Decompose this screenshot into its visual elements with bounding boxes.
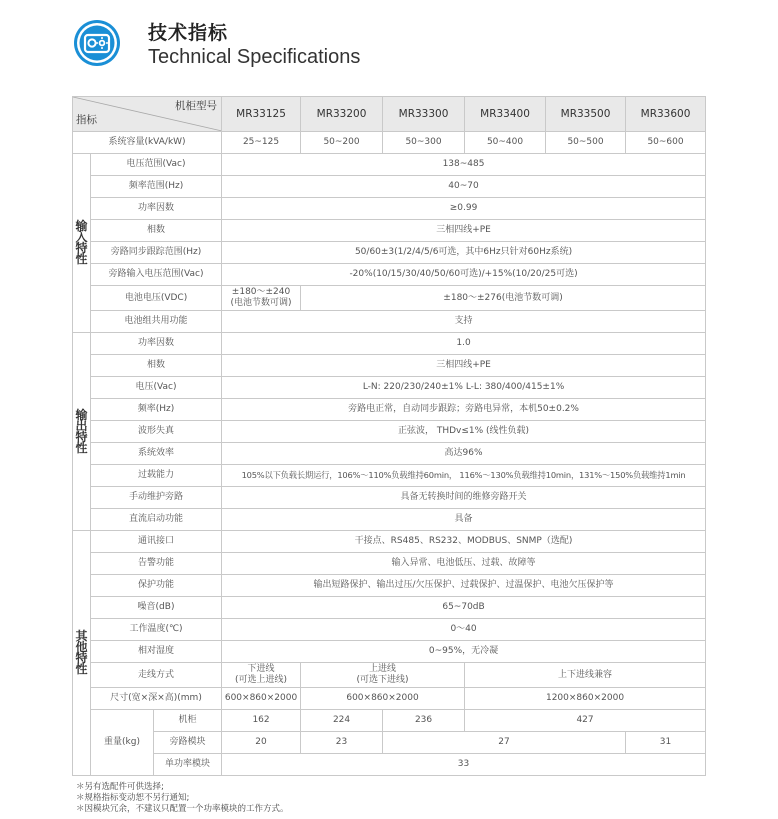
table-row <box>73 264 706 286</box>
footnote: ＊另有选配件可供选择; <box>76 782 164 792</box>
table-row <box>73 355 706 377</box>
row-label: 电压(Vac) <box>91 377 222 399</box>
table-row <box>73 333 706 355</box>
cell: 50/60±3(1/2/4/5/6可选，其中6Hz只针对60Hz系统) <box>222 242 706 264</box>
footnote: ＊规格指标变动恕不另行通知; <box>76 793 190 803</box>
row-label: 系统容量(kVA/kW) <box>73 132 222 154</box>
row-label: 频率范围(Hz) <box>91 176 222 198</box>
cell: 33 <box>222 754 706 776</box>
cell: 27 <box>383 732 626 754</box>
row-label: 走线方式 <box>91 663 222 688</box>
table-row <box>73 154 706 176</box>
row-label: 直流启动功能 <box>91 509 222 531</box>
cell: 427 <box>465 710 706 732</box>
model-header: MR33500 <box>546 97 626 132</box>
cell: ±180～±276(电池节数可调) <box>301 286 706 311</box>
cell: 162 <box>222 710 301 732</box>
cell: 输出短路保护、输出过压/欠压保护、过载保护、过温保护、电池欠压保护等 <box>222 575 706 597</box>
row-label: 相对湿度 <box>91 641 222 663</box>
section-title-output: 输 出 特 性 <box>73 333 91 531</box>
row-label: 功率因数 <box>91 198 222 220</box>
cell: 高达96% <box>222 443 706 465</box>
cell: L-N: 220/230/240±1% L-L: 380/400/415±1% <box>222 377 706 399</box>
cell: 具备 <box>222 509 706 531</box>
cell: 三相四线+PE <box>222 220 706 242</box>
table-row <box>73 421 706 443</box>
cell: 1.0 <box>222 333 706 355</box>
model-header: MR33400 <box>465 97 546 132</box>
cell: ≥0.99 <box>222 198 706 220</box>
row-label: 电池组共用功能 <box>91 311 222 333</box>
row-label: 重量(kg) <box>91 710 154 776</box>
row-label: 旁路输入电压范围(Vac) <box>91 264 222 286</box>
cell: 50~200 <box>301 132 383 154</box>
corner-bottom-label: 指标 <box>76 114 97 126</box>
cell: 20 <box>222 732 301 754</box>
table-row <box>73 688 706 710</box>
table-row <box>73 710 706 732</box>
table-row <box>73 220 706 242</box>
table-row <box>73 754 706 776</box>
cell: 上进线 (可选下进线) <box>301 663 465 688</box>
row-label: 手动维护旁路 <box>91 487 222 509</box>
table-row <box>73 575 706 597</box>
model-header: MR33300 <box>383 97 465 132</box>
model-header: MR33200 <box>301 97 383 132</box>
corner-top-label: 机柜型号 <box>175 100 218 112</box>
cell: 干接点、RS485、RS232、MODBUS、SNMP（选配) <box>222 531 706 553</box>
footnote: ＊因模块冗余，不建议只配置一个功率模块的工作方式。 <box>76 804 289 814</box>
cell: 40~70 <box>222 176 706 198</box>
cell: 1200×860×2000 <box>465 688 706 710</box>
cell: 50~300 <box>383 132 465 154</box>
table-row <box>73 311 706 333</box>
cell: 25~125 <box>222 132 301 154</box>
row-label: 通讯接口 <box>91 531 222 553</box>
cell: 下进线 (可选上进线) <box>222 663 301 688</box>
section-title-other: 其 他 特 性 <box>73 531 91 776</box>
page-title-en: Technical Specifications <box>148 46 361 68</box>
cell: 50~500 <box>546 132 626 154</box>
row-label: 系统效率 <box>91 443 222 465</box>
table-header-row <box>73 97 706 132</box>
row-label: 波形失真 <box>91 421 222 443</box>
row-sublabel: 机柜 <box>154 710 222 732</box>
cell: 65~70dB <box>222 597 706 619</box>
cell: 三相四线+PE <box>222 355 706 377</box>
table-row <box>73 286 706 311</box>
table-row <box>73 465 706 487</box>
cell: 600×860×2000 <box>222 688 301 710</box>
header-corner <box>73 97 222 132</box>
row-label: 保护功能 <box>91 575 222 597</box>
row-label: 相数 <box>91 355 222 377</box>
row-label: 旁路同步跟踪范围(Hz) <box>91 242 222 264</box>
row-label: 过载能力 <box>91 465 222 487</box>
table-row <box>73 509 706 531</box>
table-row <box>73 487 706 509</box>
footnotes <box>76 782 289 815</box>
table-row <box>73 377 706 399</box>
row-label: 工作温度(℃) <box>91 619 222 641</box>
row-label: 功率因数 <box>91 333 222 355</box>
cell: 138~485 <box>222 154 706 176</box>
row-label: 电压范围(Vac) <box>91 154 222 176</box>
row-label: 电池电压(VDC) <box>91 286 222 311</box>
row-label: 噪音(dB) <box>91 597 222 619</box>
cell: 50~400 <box>465 132 546 154</box>
table-row <box>73 132 706 154</box>
table-row <box>73 663 706 688</box>
cell: 输入异常、电池低压、过载、故障等 <box>222 553 706 575</box>
cell: 236 <box>383 710 465 732</box>
cell: 旁路电正常，自动同步跟踪；旁路电异常，本机50±0.2% <box>222 399 706 421</box>
row-label: 相数 <box>91 220 222 242</box>
section-title-input: 输 入 特 性 <box>73 154 91 333</box>
cell: 0~95%，无冷凝 <box>222 641 706 663</box>
cell: 具备无转换时间的维修旁路开关 <box>222 487 706 509</box>
row-sublabel: 单功率模块 <box>154 754 222 776</box>
table-row <box>73 399 706 421</box>
cell: 0～40 <box>222 619 706 641</box>
table-row <box>73 198 706 220</box>
model-header: MR33600 <box>626 97 706 132</box>
row-sublabel: 旁路模块 <box>154 732 222 754</box>
table-row <box>73 597 706 619</box>
row-label: 频率(Hz) <box>91 399 222 421</box>
cell: 支持 <box>222 311 706 333</box>
table-row <box>73 732 706 754</box>
model-header: MR33125 <box>222 97 301 132</box>
page-title-cn: 技术指标 <box>148 22 229 44</box>
table-row <box>73 531 706 553</box>
cell: 224 <box>301 710 383 732</box>
row-label: 告警功能 <box>91 553 222 575</box>
cell: 600×860×2000 <box>301 688 465 710</box>
cell: 105%以下负载长期运行，106%～110%负载维持60min， 116%～130%负载维持10min，131%～150%负载维持1min <box>222 465 706 487</box>
spec-table <box>72 96 706 776</box>
cell: 上下进线兼容 <box>465 663 706 688</box>
table-row <box>73 641 706 663</box>
row-label: 尺寸(宽×深×高)(mm) <box>91 688 222 710</box>
table-row <box>73 619 706 641</box>
cell: -20%(10/15/30/40/50/60可选)/+15%(10/20/25可选) <box>222 264 706 286</box>
table-row <box>73 242 706 264</box>
table-row <box>73 176 706 198</box>
cell: 23 <box>301 732 383 754</box>
cell: 31 <box>626 732 706 754</box>
gear-wrench-icon <box>72 18 122 68</box>
page-header <box>72 14 712 74</box>
cell: 50~600 <box>626 132 706 154</box>
cell: 正弦波， THDv≤1% (线性负载) <box>222 421 706 443</box>
table-row <box>73 553 706 575</box>
table-row <box>73 443 706 465</box>
cell: ±180～±240 (电池节数可调) <box>222 286 301 311</box>
